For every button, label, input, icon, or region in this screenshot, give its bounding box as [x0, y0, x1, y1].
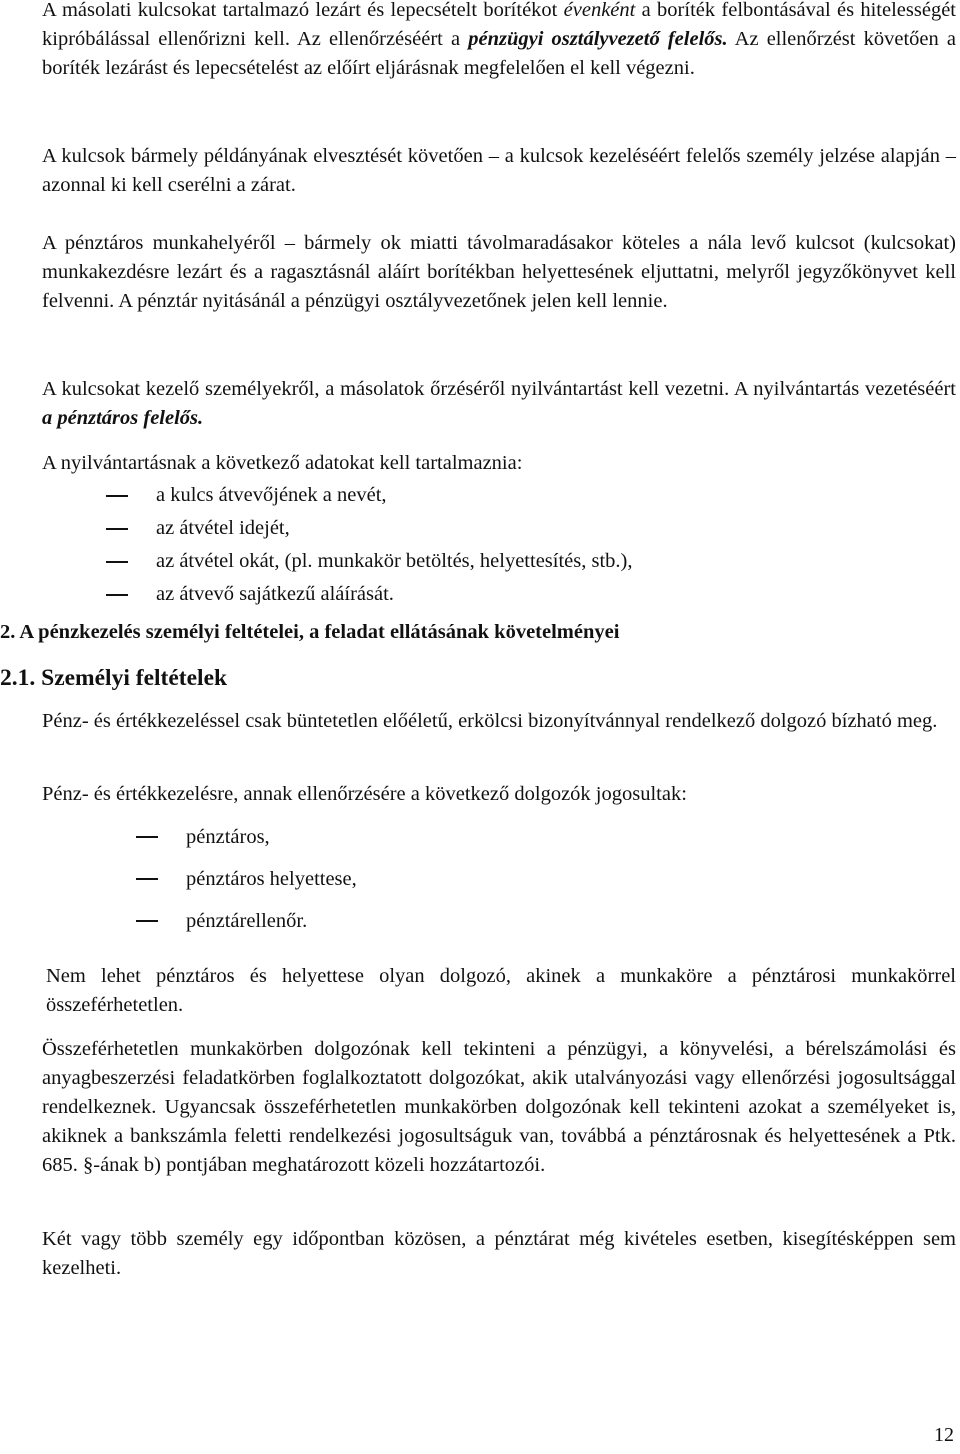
dash-bullet [136, 878, 158, 880]
list-item-text: a kulcs átvevőjének a nevét, [156, 484, 387, 506]
list-item-text: az átvétel idejét, [156, 517, 290, 539]
list-item [0, 479, 960, 512]
paragraph-cashier-absence: A pénztáros munkahelyéről – bármely ok miatti távolmaradásakor köteles a nála levő kulcsot (kulcsokat) munkakezdésre lezárt és a ragasztásnál aláírt borítékban helyettesének eljuttatni, melyről jegyzőkönyvet kell felvenni. A pénztár nyitásánál a pénzügyi osztályvezetőnek jelen kell lennie. [42, 232, 956, 312]
dash-bullet [136, 836, 158, 838]
dash-bullet [106, 594, 128, 596]
list-item-text: az átvétel okát, (pl. munkakör betöltés, helyettesítés, stb.), [156, 550, 633, 572]
paragraph-joint-handling: Két vagy több személy egy időpontban közösen, a pénztárat még kivételes esetben, kisegítésképpen sem kezelheti. [42, 1228, 956, 1279]
dash-bullet [136, 920, 158, 922]
list-item [0, 545, 960, 578]
p1-responsible: pénzügyi osztályvezető felelős. [468, 28, 728, 50]
paragraph-key-loss: A kulcsok bármely példányának elvesztését követően – a kulcsok kezeléséért felelős személy jelzése alapján – azonnal ki kell cserélni a zárat. [42, 145, 956, 196]
list-item-text: pénztáros helyettese, [186, 868, 357, 890]
p4-responsible: a pénztáros felelős. [42, 407, 204, 429]
paragraph-incompatible-roles: Összeférhetetlen munkakörben dolgozónak kell tekinteni a pénzügyi, a könyvelési, a bérelszámolási és anyagbeszerzési feladatkörben foglalkoztatott dolgozókat, akik utalványozási vagy ellenőrzési jogosultsággal rendelkeznek. Ugyancsak összeférhetetlen munkakörben dolgozónak kell tekinteni azokat a személyeket is, akiknek a bankszámla feletti rendelkezési jogosultságuk van, továbbá a pénztárosnak és helyettesének a Ptk. 685. §-ának b) pontjában meghatározott közeli hozzátartozói. [42, 1038, 956, 1176]
paragraph-key-register [42, 375, 956, 433]
p1-text-e: Az ellenőrzést követően a boríték lezárást és lepecsételést az előírt eljárásnak megfelelően el kell végezni. [42, 28, 957, 79]
dash-bullet [106, 561, 128, 563]
register-contents-list [0, 479, 960, 611]
list-item-text: az átvevő sajátkezű aláírását. [156, 583, 394, 605]
p1-text-a: A másolati kulcsokat tartalmazó lezárt és lepecsételt borítékot [42, 0, 564, 21]
p4-text-a: A kulcsokat kezelő személyekről, a másolatok őrzéséről nyilvántartást kell vezetni. A nyilvántartás vezetéséért [42, 378, 956, 400]
paragraph-authorized-staff: Pénz- és értékkezelésre, annak ellenőrzésére a következő dolgozók jogosultak: [42, 783, 687, 805]
list-item [0, 900, 960, 942]
section-heading-2: 2. A pénzkezelés személyi feltételei, a feladat ellátásának követelményei [0, 621, 620, 643]
paragraph-key-copies [42, 0, 956, 83]
section-heading-2-1: 2.1. Személyi feltételek [0, 665, 228, 691]
dash-bullet [106, 495, 128, 497]
paragraph-register-contents: A nyilvántartásnak a következő adatokat kell tartalmaznia: [42, 452, 523, 474]
list-item [0, 578, 960, 611]
list-item [0, 512, 960, 545]
page-number: 12 [934, 1424, 954, 1446]
paragraph-incompatibility: Nem lehet pénztáros és helyettese olyan dolgozó, akinek a munkaköre a pénztárosi munkakörrel összeférhetetlen. [46, 965, 956, 1016]
list-item [0, 858, 960, 900]
dash-bullet [106, 528, 128, 530]
authorized-staff-list [0, 816, 960, 942]
list-item-text: pénztárellenőr. [186, 910, 308, 932]
p1-text-c: a boríték felbontásával és hitelességét kipróbálással ellenőrizni kell. Az ellenőrzéséért a [42, 0, 956, 50]
list-item-text: pénztáros, [186, 826, 270, 848]
p1-annually: évenként [563, 0, 636, 21]
paragraph-personal-conditions: Pénz- és értékkezeléssel csak büntetetlen előéletű, erkölcsi bizonyítvánnyal rendelkező dolgozó bízható meg. [42, 710, 938, 732]
list-item [0, 816, 960, 858]
